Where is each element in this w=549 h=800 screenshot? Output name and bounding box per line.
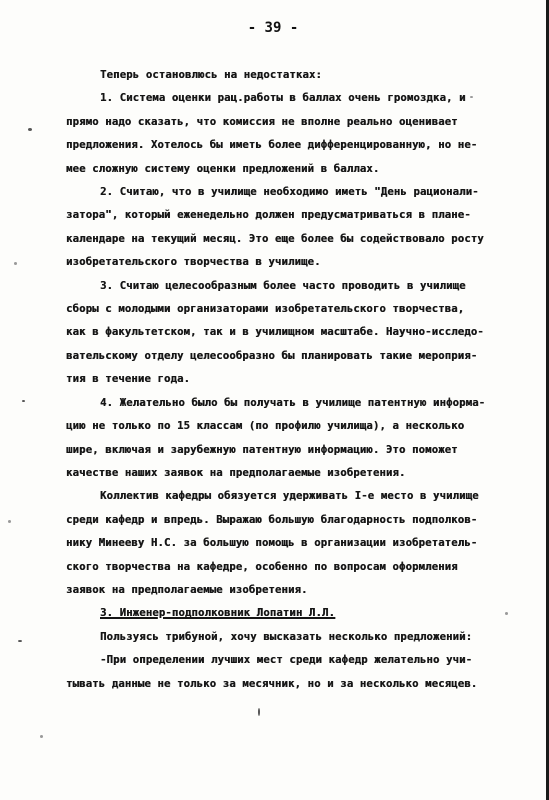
scan-speck <box>40 735 43 738</box>
text-line: шире, включая и зарубежную патентную информацию. Это поможет <box>66 443 458 456</box>
text-line: 2. Считаю, что в училище необходимо иметь "День рационали- <box>100 186 479 199</box>
scan-speck <box>505 612 508 615</box>
text-line: тывать данные не только за месячник, но и за несколько месяцев. <box>66 677 478 690</box>
scan-speck <box>470 96 473 98</box>
text-line: прямо надо сказать, что комиссия не вполне реально оценивает <box>66 115 458 128</box>
text-line: сборы с молодыми организаторами изобретательского творчества, <box>66 303 465 316</box>
text-line: предложения. Хотелось бы иметь более дифференцированную, но не- <box>66 139 478 152</box>
text-line: заявок на предполагаемые изобретения. <box>66 583 308 596</box>
scan-speck <box>14 262 17 265</box>
text-line: изобретательского творчества в училище. <box>66 256 321 269</box>
scan-speck <box>22 400 25 402</box>
page-number: - 39 - <box>247 20 299 36</box>
text-line: Теперь остановлюсь на недостатках: <box>100 69 322 81</box>
scan-speck <box>28 128 32 131</box>
text-line: Коллектив кафедры обязуется удерживать I-е место в училище <box>100 490 479 503</box>
scan-speck <box>8 520 11 523</box>
speaker-heading: 3. Инженер-подполковник Лопатин Л.Л. <box>100 607 336 620</box>
text-line: тия в течение года. <box>66 373 191 386</box>
text-line: мее сложную систему оценки предложений в баллах. <box>66 162 380 175</box>
text-line: календаре на текущий месяц. Это еще более бы содействовало росту <box>66 232 484 245</box>
scan-speck <box>258 708 260 716</box>
text-line: Пользуясь трибуной, хочу высказать несколько предложений: <box>100 630 473 643</box>
text-line: цию не только по 15 классам (по профилю училища), а несколько <box>66 420 465 433</box>
text-line: среди кафедр и впредь. Выражаю большую благодарность подполков- <box>66 513 478 526</box>
scan-speck <box>18 640 22 642</box>
text-line: как в факультетском, так и в училищном масштабе. Научно-исследо- <box>66 326 484 339</box>
document-body <box>66 64 528 696</box>
text-line: вательскому отделу целесообразно бы планировать такие мероприя- <box>66 349 478 362</box>
text-line: нику Минееву Н.С. за большую помощь в организации изобретатель- <box>66 537 478 550</box>
text-line: ского творчества на кафедре, особенно по вопросам оформления <box>66 560 458 573</box>
text-line: 3. Считаю целесообразным более часто проводить в училище <box>100 279 466 292</box>
text-line: 4. Желательно было бы получать в училище патентную информа- <box>100 396 486 409</box>
text-line: -При определении лучших мест среди кафедр желательно учи- <box>100 654 473 667</box>
text-line: затора", который еженедельно должен предусматриваться в плане- <box>66 209 471 222</box>
text-line: качестве наших заявок на предполагаемые изобретения. <box>66 466 406 479</box>
text-line: 1. Система оценки рац.работы в баллах очень громоздка, и <box>100 92 466 105</box>
